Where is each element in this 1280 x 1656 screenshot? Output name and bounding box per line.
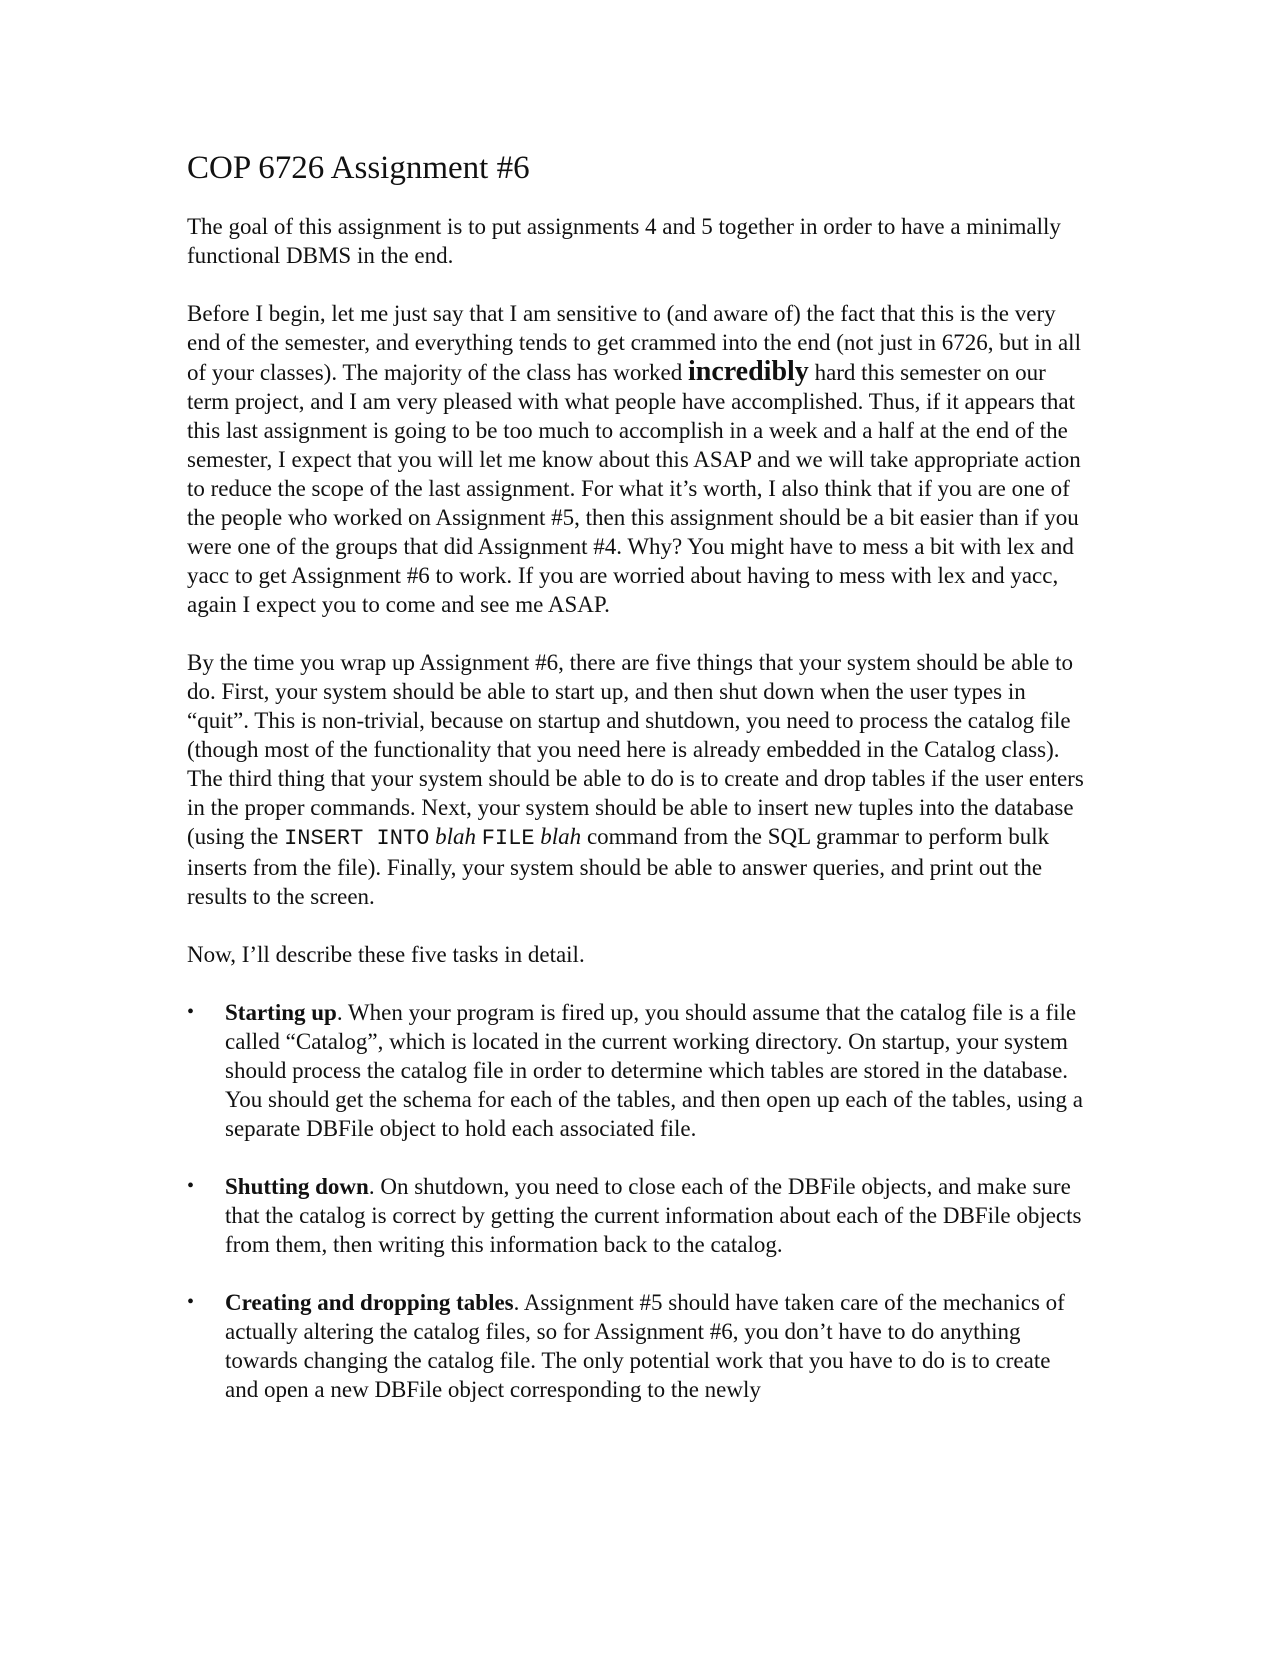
bullet-icon: • [187,1175,195,1197]
document-page [187,148,1087,1433]
document-title: COP 6726 Assignment #6 [187,150,530,186]
placeholder-blah-1: blah [435,824,476,849]
requirements-text-before: By the time you wrap up Assignment #6, there are five things that your system should be able to do. First, your system should be able to start up, and then shut down when the user types in “quit”. This is non-trivial, because on startup and shutdown, you need to process the catalog file (though most of the functionality that you need here is already embedded in the Catalog class). The third thing that your system should be able to do is to create and drop tables if the user enters in the proper commands. Next, your system should be able to insert new tuples into the database (using the [187,650,1084,849]
task-text: . When your program is fired up, you should assume that the catalog file is a file called “Catalog”, which is located in the current working directory. On startup, your system should process the catalog file in order to determine which tables are stored in the database. You should get the schema for each of the tables, and then open up each of the tables, using a separate DBFile object to hold each associated file. [225,1000,1084,1141]
list-item [187,1172,1087,1259]
disclaimer-text-after: hard this semester on our term project, and I am very pleased with what people have accomplished. Thus, if it appears that this last assignment is going to be too much to accomplish in a week and a half at the end of the semester, I expect that you will let me know about this ASAP and we will take appropriate action to reduce the scope of the last assignment. For what it’s worth, I also think that if you are one of the people who worked on Assignment #5, then this assignment should be a bit easier than if you were one of the groups that did Assignment #4. Why? You might have to mess a bit with lex and yacc to get Assignment #6 to work. If you are worried about having to mess with lex and yacc, again I expect you to come and see me ASAP. [187,360,1081,617]
task-list [187,998,1087,1404]
task-heading: Starting up [225,1000,337,1025]
emphasis-incredibly: incredibly [687,356,809,387]
requirements-paragraph [187,648,1087,911]
task-text: . On shutdown, you need to close each of the DBFile objects, and make sure that the catalog is correct by getting the current information about each of the DBFile objects from them, then writing this information back to the catalog. [225,1174,1082,1257]
transition-paragraph: Now, I’ll describe these five tasks in detail. [187,942,585,967]
disclaimer-paragraph [187,299,1087,619]
intro-paragraph: The goal of this assignment is to put assignments 4 and 5 together in order to have a minimally functional DBMS in the end. [187,214,1061,268]
disclaimer-text-before: Before I begin, let me just say that I am sensitive to (and aware of) the fact that this is the very end of the semester, and everything tends to get crammed into the end (not just in 6726, but in all of your classes). The majority of the class has worked [187,301,1081,385]
bullet-icon: • [187,1291,195,1313]
code-insert-into: INSERT INTO [284,826,430,851]
bullet-icon: • [187,1001,195,1023]
task-text: . Assignment #5 should have taken care of the mechanics of actually altering the catalog files, so for Assignment #6, you don’t have to do anything towards changing the catalog file. The only potential work that you have to do is to create and open a new DBFile object corresponding to the newly [225,1290,1065,1402]
task-heading: Shutting down [225,1174,369,1199]
list-item [187,998,1087,1143]
list-item [187,1288,1087,1404]
placeholder-blah-2: blah [540,824,582,849]
code-file: FILE [481,826,535,851]
task-heading: Creating and dropping tables [225,1290,514,1315]
requirements-text-after: command from the SQL grammar to perform bulk inserts from the file). Finally, your system should be able to answer queries, and print out the results to the screen. [187,824,1050,909]
